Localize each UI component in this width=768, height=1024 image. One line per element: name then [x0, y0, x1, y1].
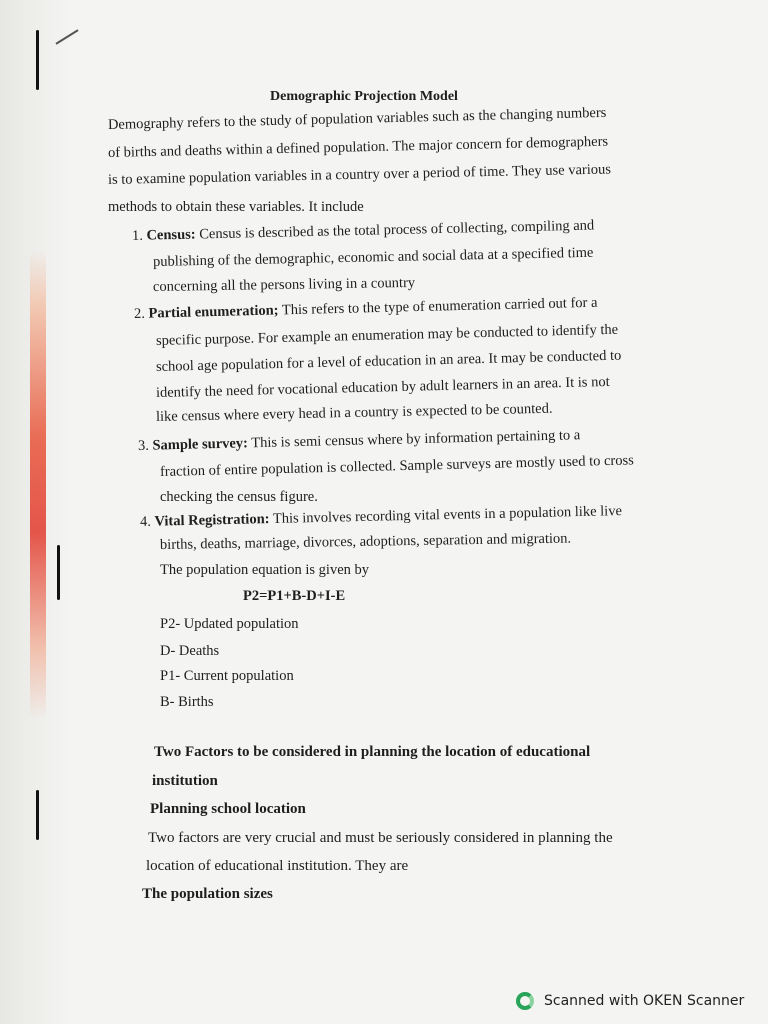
list-number: 4. [139, 513, 152, 530]
list-number: 2. [133, 305, 146, 322]
list-term: Vital Registration: [154, 511, 270, 530]
list-item-line: publishing of the demographic, economic and social data at a specified time [152, 244, 594, 270]
binder-mark-bottom [36, 790, 39, 840]
list-number: 1. [131, 227, 144, 244]
oken-scanner-logo-icon [516, 992, 534, 1010]
list-item-line: specific purpose. For example an enumeration may be conducted to identify the [155, 321, 619, 349]
population-equation: P2=P1+B-D+I-E [243, 588, 346, 604]
intro-line: methods to obtain these variables. It include [108, 199, 364, 215]
list-item-vital-registration [140, 504, 622, 529]
final-heading: The population sizes [142, 886, 273, 902]
definition-item: B- Births [160, 694, 214, 710]
definition-item: P1- Current population [160, 668, 294, 684]
definition-item: P2- Updated population [160, 616, 299, 632]
list-term: Census: [146, 226, 196, 244]
page-title: Demographic Projection Model [270, 89, 458, 104]
list-item-line: like census where every head in a country is expected to be counted. [155, 400, 553, 425]
list-item-partial-enumeration [134, 296, 598, 322]
list-item-line: identify the need for vocational education by adult learners in an area. It is not [155, 373, 610, 401]
definition-item: D- Deaths [160, 643, 220, 659]
list-item-sample-survey [138, 428, 581, 453]
section-text-line: location of educational institution. They are [146, 858, 409, 874]
intro-line: of births and deaths within a defined population. The major concern for demographers [107, 133, 609, 161]
list-item-line: checking the census figure. [160, 489, 318, 505]
list-text: This is semi census where by information pertaining to a [247, 427, 581, 452]
list-item-line: school age population for a level of education in an area. It may be conducted to [155, 347, 622, 375]
equation-intro: The population equation is given by [160, 562, 370, 578]
section-heading: institution [152, 773, 218, 789]
list-item-census [132, 219, 595, 244]
intro-line: is to examine population variables in a country over a period of time. They use various [107, 161, 612, 188]
section-text-line: Two factors are very crucial and must be seriously considered in planning the [148, 830, 613, 846]
list-text: This refers to the type of enumeration carried out for a [278, 294, 598, 319]
list-term: Sample survey: [152, 435, 249, 454]
list-text: This involves recording vital events in a population like live [269, 503, 623, 528]
list-item-line: fraction of entire population is collected. Sample surveys are mostly used to cross [159, 452, 635, 480]
intro-line: Demography refers to the study of population variables such as the changing numbers [107, 104, 607, 133]
binder-mark-middle [57, 545, 60, 600]
list-term: Partial enumeration; [148, 302, 279, 322]
section-heading: Two Factors to be considered in planning the location of educational [154, 744, 591, 760]
binder-mark-top [36, 30, 39, 90]
subheading: Planning school location [150, 801, 306, 817]
list-number: 3. [137, 437, 150, 454]
red-margin-stain [30, 250, 46, 720]
list-item-line: concerning all the persons living in a country [152, 274, 416, 295]
list-text: Census is described as the total process of collecting, compiling and [195, 217, 595, 243]
scanner-watermark-text: Scanned with OKEN Scanner [544, 993, 745, 1009]
list-item-line: births, deaths, marriage, divorces, adoptions, separation and migration. [159, 530, 572, 553]
scanner-watermark [516, 990, 744, 1012]
